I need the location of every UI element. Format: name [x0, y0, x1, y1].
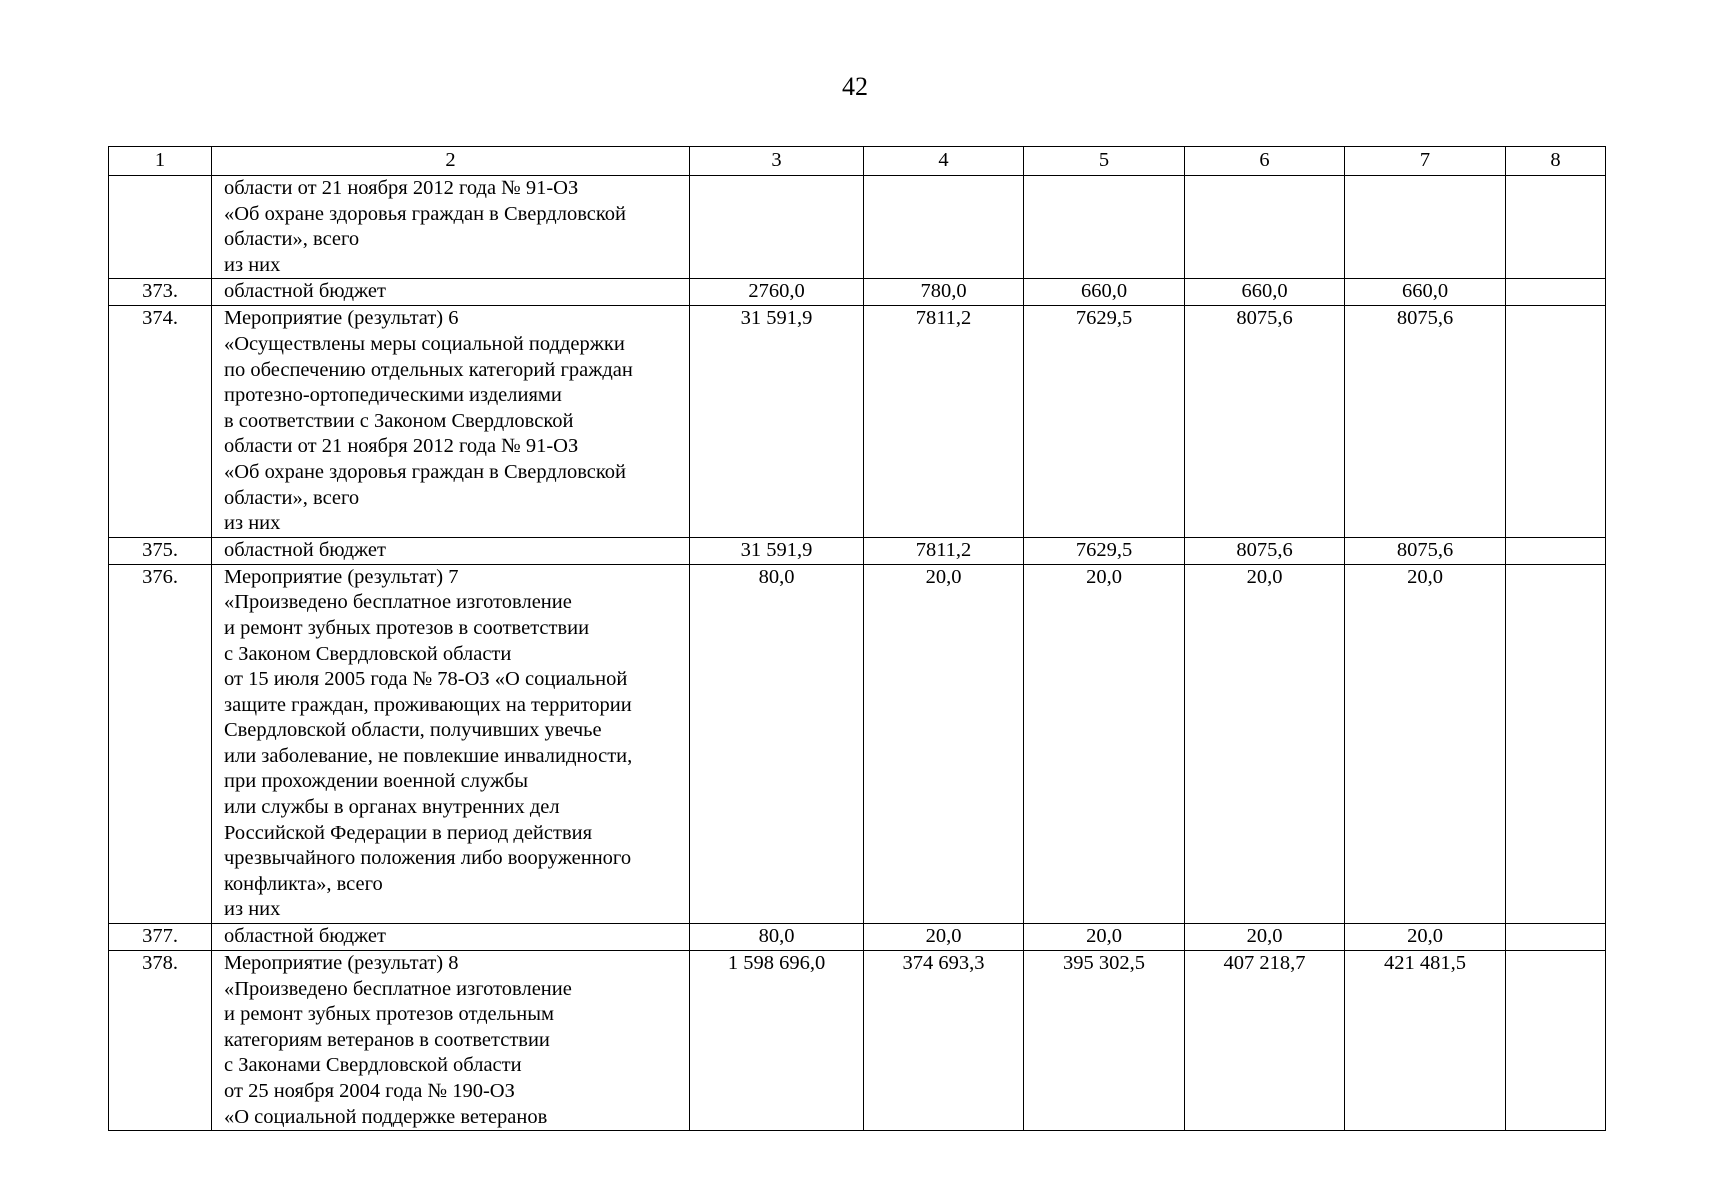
- value-cell-col6: 20,0: [1185, 924, 1345, 951]
- value-cell-col5: [1024, 176, 1185, 279]
- value-cell-col7: 20,0: [1345, 564, 1506, 923]
- column-header: 8: [1506, 147, 1606, 176]
- value-cell-col5: 7629,5: [1024, 306, 1185, 537]
- value-cell-col7: [1345, 176, 1506, 279]
- page-number: 42: [842, 72, 868, 101]
- value-cell-col5: 20,0: [1024, 564, 1185, 923]
- value-cell-col7: 8075,6: [1345, 537, 1506, 564]
- value-cell-col8: [1506, 951, 1606, 1131]
- column-header: 1: [109, 147, 212, 176]
- value-cell-col6: 20,0: [1185, 564, 1345, 923]
- row-description-cell: областной бюджет: [212, 279, 690, 306]
- value-cell-col4: 7811,2: [864, 537, 1024, 564]
- value-cell-col3: 1 598 696,0: [690, 951, 864, 1131]
- column-header: 4: [864, 147, 1024, 176]
- row-description-cell: областной бюджет: [212, 537, 690, 564]
- table-row: [109, 951, 1606, 1131]
- column-header: 7: [1345, 147, 1506, 176]
- value-cell-col4: 7811,2: [864, 306, 1024, 537]
- value-cell-col4: 20,0: [864, 564, 1024, 923]
- value-cell-col8: [1506, 176, 1606, 279]
- value-cell-col3: 31 591,9: [690, 537, 864, 564]
- row-number-cell: [109, 176, 212, 279]
- value-cell-col4: 20,0: [864, 924, 1024, 951]
- row-number-cell: 377.: [109, 924, 212, 951]
- value-cell-col8: [1506, 279, 1606, 306]
- row-number-cell: 375.: [109, 537, 212, 564]
- value-cell-col7: 421 481,5: [1345, 951, 1506, 1131]
- value-cell-col8: [1506, 924, 1606, 951]
- value-cell-col8: [1506, 537, 1606, 564]
- budget-table: [108, 146, 1606, 1131]
- value-cell-col4: 780,0: [864, 279, 1024, 306]
- value-cell-col3: 2760,0: [690, 279, 864, 306]
- value-cell-col7: 20,0: [1345, 924, 1506, 951]
- column-header: 6: [1185, 147, 1345, 176]
- value-cell-col6: 8075,6: [1185, 306, 1345, 537]
- row-description-cell: Мероприятие (результат) 6 «Осуществлены меры социальной поддержки по обеспечению отдельных категорий граждан протезно-ортопедическими изделиями в соответствии с Законом Свердловской области от 21 ноября 2012 года № 91-ОЗ «Об охране здоровья граждан в Свердловской области», всего из них: [212, 306, 690, 537]
- table-row: [109, 176, 1606, 279]
- value-cell-col3: 80,0: [690, 564, 864, 923]
- value-cell-col8: [1506, 306, 1606, 537]
- table-row: [109, 306, 1606, 537]
- value-cell-col4: [864, 176, 1024, 279]
- table-row: [109, 924, 1606, 951]
- column-number-header-row: [109, 147, 1606, 176]
- row-description-cell: области от 21 ноября 2012 года № 91-ОЗ «Об охране здоровья граждан в Свердловской области», всего из них: [212, 176, 690, 279]
- value-cell-col8: [1506, 564, 1606, 923]
- value-cell-col5: 395 302,5: [1024, 951, 1185, 1131]
- column-header: 3: [690, 147, 864, 176]
- row-description-cell: областной бюджет: [212, 924, 690, 951]
- value-cell-col4: 374 693,3: [864, 951, 1024, 1131]
- value-cell-col6: 660,0: [1185, 279, 1345, 306]
- column-header: 2: [212, 147, 690, 176]
- value-cell-col6: 8075,6: [1185, 537, 1345, 564]
- value-cell-col7: 8075,6: [1345, 306, 1506, 537]
- table-row: [109, 537, 1606, 564]
- row-description-cell: Мероприятие (результат) 7 «Произведено бесплатное изготовление и ремонт зубных протезов в соответствии с Законом Свердловской области от 15 июля 2005 года № 78-ОЗ «О социальной защите граждан, проживающих на территории Свердловской области, получивших увечье или заболевание, не повлекшие инвалидности, при прохождении военной службы или службы в органах внутренних дел Российской Федерации в период действия чрезвычайного положения либо вооруженного конфликта», всего из них: [212, 564, 690, 923]
- table-row: [109, 279, 1606, 306]
- value-cell-col5: 20,0: [1024, 924, 1185, 951]
- value-cell-col3: 80,0: [690, 924, 864, 951]
- table-row: [109, 564, 1606, 923]
- row-number-cell: 376.: [109, 564, 212, 923]
- row-number-cell: 374.: [109, 306, 212, 537]
- value-cell-col7: 660,0: [1345, 279, 1506, 306]
- row-number-cell: 378.: [109, 951, 212, 1131]
- value-cell-col3: 31 591,9: [690, 306, 864, 537]
- row-description-cell: Мероприятие (результат) 8 «Произведено бесплатное изготовление и ремонт зубных протезов отдельным категориям ветеранов в соответствии с Законами Свердловской области от 25 ноября 2004 года № 190-ОЗ «О социальной поддержке ветеранов: [212, 951, 690, 1131]
- value-cell-col5: 660,0: [1024, 279, 1185, 306]
- row-number-cell: 373.: [109, 279, 212, 306]
- column-header: 5: [1024, 147, 1185, 176]
- value-cell-col6: 407 218,7: [1185, 951, 1345, 1131]
- value-cell-col3: [690, 176, 864, 279]
- value-cell-col5: 7629,5: [1024, 537, 1185, 564]
- value-cell-col6: [1185, 176, 1345, 279]
